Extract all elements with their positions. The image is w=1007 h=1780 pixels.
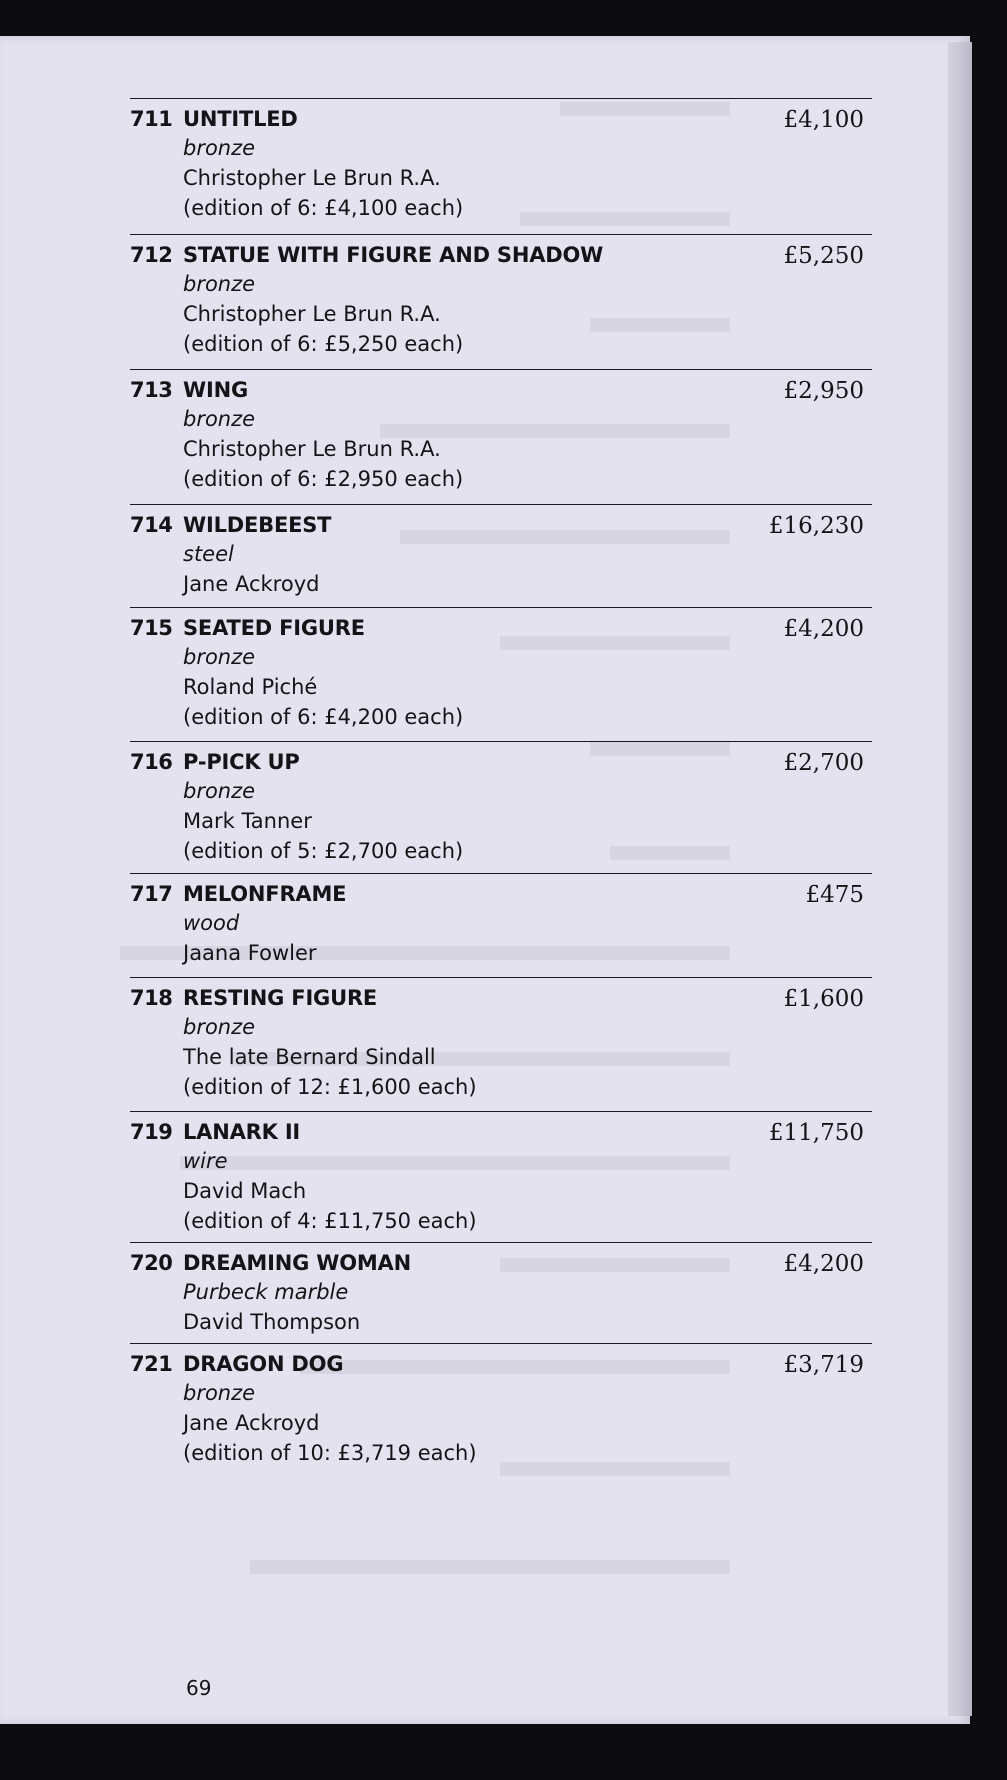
page-number: 69 — [186, 1676, 212, 1700]
entry-title: STATUE WITH FIGURE AND SHADOW — [183, 243, 604, 267]
entry-price: £2,700 — [783, 750, 864, 776]
entry-medium: bronze — [183, 407, 256, 431]
entry-artist: Roland Piché — [183, 675, 318, 699]
entry-medium: bronze — [183, 645, 256, 669]
entry-medium: steel — [183, 542, 234, 566]
entry-711 — [130, 98, 872, 234]
entry-artist: Christopher Le Brun R.A. — [183, 166, 441, 190]
entry-title: DRAGON DOG — [183, 1352, 344, 1376]
entry-718 — [130, 977, 872, 1111]
catalogue-entries — [130, 98, 872, 1477]
entry-number: 719 — [130, 1120, 173, 1144]
entry-artist: Mark Tanner — [183, 809, 312, 833]
entry-edition: (edition of 6: £4,100 each) — [183, 196, 464, 220]
entry-artist: The late Bernard Sindall — [183, 1045, 436, 1069]
entry-edition: (edition of 12: £1,600 each) — [183, 1075, 477, 1099]
entry-edition: (edition of 10: £3,719 each) — [183, 1441, 477, 1465]
entry-number: 718 — [130, 986, 173, 1010]
entry-number: 716 — [130, 750, 173, 774]
entry-title: P-PICK UP — [183, 750, 300, 774]
entry-title: UNTITLED — [183, 107, 298, 131]
entry-price: £3,719 — [783, 1352, 864, 1378]
entry-artist: Christopher Le Brun R.A. — [183, 302, 441, 326]
entry-price: £5,250 — [783, 243, 864, 269]
entry-715 — [130, 607, 872, 741]
entry-medium: wire — [183, 1149, 228, 1173]
entry-title: MELONFRAME — [183, 882, 347, 906]
entry-number: 711 — [130, 107, 173, 131]
entry-medium: wood — [183, 911, 240, 935]
page-edge — [948, 42, 972, 1716]
entry-edition: (edition of 6: £5,250 each) — [183, 332, 464, 356]
entry-717 — [130, 873, 872, 977]
entry-title: SEATED FIGURE — [183, 616, 365, 640]
entry-title: WING — [183, 378, 248, 402]
entry-number: 720 — [130, 1251, 173, 1275]
entry-price: £16,230 — [768, 513, 864, 539]
entry-title: LANARK II — [183, 1120, 301, 1144]
entry-number: 715 — [130, 616, 173, 640]
entry-edition: (edition of 6: £2,950 each) — [183, 467, 464, 491]
entry-price: £475 — [805, 882, 864, 908]
entry-medium: bronze — [183, 1015, 256, 1039]
entry-price: £4,200 — [783, 616, 864, 642]
entry-title: DREAMING WOMAN — [183, 1251, 411, 1275]
entry-medium: bronze — [183, 272, 256, 296]
entry-number: 717 — [130, 882, 173, 906]
entry-artist: Jane Ackroyd — [183, 572, 320, 596]
entry-title: WILDEBEEST — [183, 513, 332, 537]
entry-714 — [130, 504, 872, 607]
entry-title: RESTING FIGURE — [183, 986, 378, 1010]
entry-number: 721 — [130, 1352, 173, 1376]
entry-artist: David Thompson — [183, 1310, 361, 1334]
entry-price: £1,600 — [783, 986, 864, 1012]
entry-price: £4,200 — [783, 1251, 864, 1277]
entry-medium: bronze — [183, 1381, 256, 1405]
entry-price: £2,950 — [783, 378, 864, 404]
entry-721 — [130, 1343, 872, 1477]
entry-medium: Purbeck marble — [183, 1280, 349, 1304]
entry-720 — [130, 1242, 872, 1343]
entry-number: 712 — [130, 243, 173, 267]
entry-artist: Christopher Le Brun R.A. — [183, 437, 441, 461]
entry-edition: (edition of 5: £2,700 each) — [183, 839, 464, 863]
entry-medium: bronze — [183, 136, 256, 160]
entry-artist: Jane Ackroyd — [183, 1411, 320, 1435]
entry-713 — [130, 369, 872, 504]
entry-716 — [130, 741, 872, 873]
entry-edition: (edition of 6: £4,200 each) — [183, 705, 464, 729]
entry-artist: Jaana Fowler — [183, 941, 317, 965]
entry-artist: David Mach — [183, 1179, 307, 1203]
entry-number: 713 — [130, 378, 173, 402]
entry-edition: (edition of 4: £11,750 each) — [183, 1209, 477, 1233]
entry-number: 714 — [130, 513, 173, 537]
entry-medium: bronze — [183, 779, 256, 803]
entry-price: £11,750 — [768, 1120, 864, 1146]
entry-719 — [130, 1111, 872, 1242]
entry-712 — [130, 234, 872, 369]
entry-price: £4,100 — [783, 107, 864, 133]
